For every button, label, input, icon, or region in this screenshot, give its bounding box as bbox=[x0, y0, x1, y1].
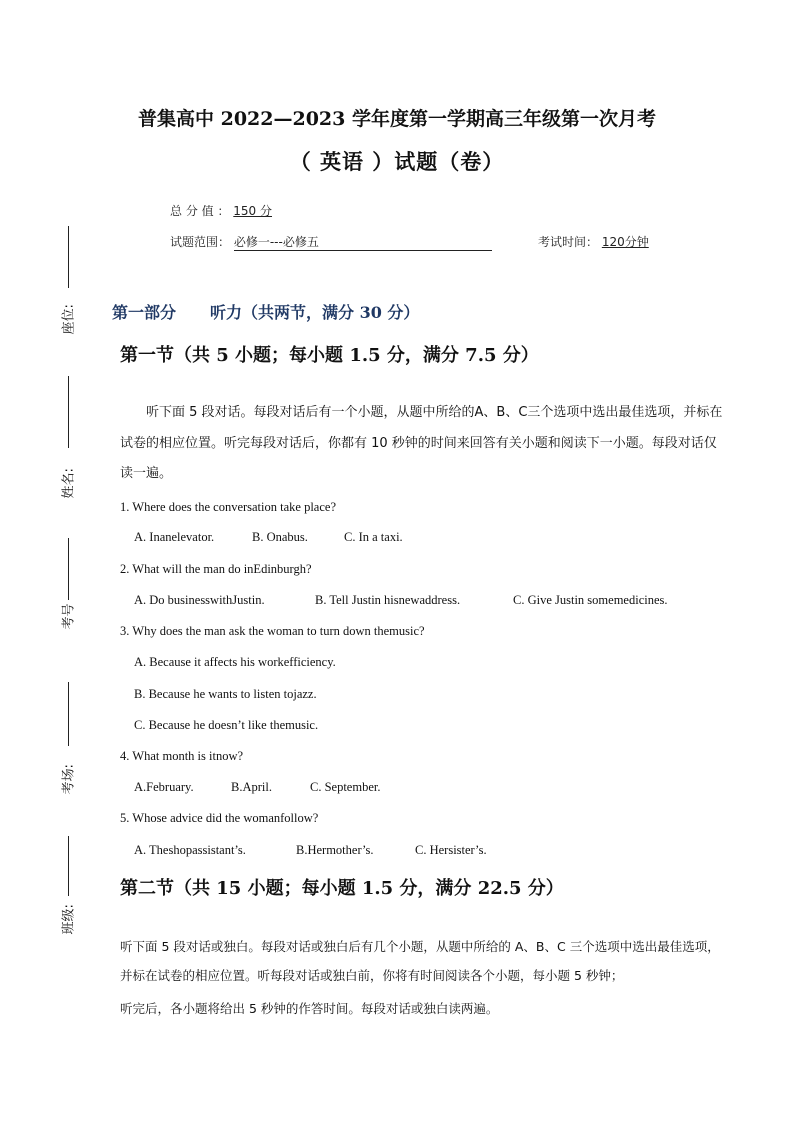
time-value: 120分钟 bbox=[601, 235, 649, 249]
option-a: A. Do businesswithJustin. bbox=[134, 593, 265, 607]
part-one-label: 第一部分 bbox=[112, 303, 177, 322]
binding-label-name: 姓名: bbox=[61, 468, 77, 499]
question-3-option-a: A. Because it affects his workefficiency. bbox=[134, 655, 336, 669]
question-2-options bbox=[134, 593, 668, 608]
section-one-heading: 第一节（共 5 小题；每小题 1.5 分，满分 7.5 分） bbox=[120, 345, 539, 366]
question-3-option-c: C. Because he doesn’t like themusic. bbox=[134, 718, 319, 732]
question-2-stem: 2. What will the man do inEdinburgh? bbox=[120, 562, 312, 576]
option-b: B.Hermother’s. bbox=[296, 843, 374, 857]
option-c: C. Hersister’s. bbox=[415, 843, 487, 857]
binding-label-class: 班级: bbox=[61, 904, 77, 935]
binding-line-class bbox=[68, 836, 69, 896]
question-3-stem: 3. Why does the man ask the woman to turn down themusic? bbox=[120, 624, 425, 638]
question-5-options bbox=[134, 843, 487, 858]
exam-subtitle: （ 英语 ）试题（卷） bbox=[289, 149, 505, 174]
scope-line bbox=[170, 233, 492, 251]
option-b: B. Tell Justin hisnewaddress. bbox=[315, 593, 461, 607]
option-a: A. Theshopassistant’s. bbox=[134, 843, 246, 857]
binding-line-exam-room bbox=[68, 682, 69, 746]
scope-value: 必修一---必修五 bbox=[234, 233, 492, 251]
question-1-options bbox=[134, 530, 403, 545]
question-4-stem: 4. What month is itnow? bbox=[120, 749, 244, 763]
question-4-options bbox=[134, 780, 380, 795]
option-b: B. Onabus. bbox=[252, 530, 308, 544]
time-line bbox=[538, 233, 649, 250]
exam-title: 普集高中 2022—2023 学年度第一学期高三年级第一次月考 bbox=[138, 108, 656, 130]
option-c: C. In a taxi. bbox=[344, 530, 403, 544]
part-one-heading bbox=[112, 300, 419, 323]
section-two-instructions: 听下面 5 段对话或独白。每段对话或独白后有几个小题，从题中所给的 A、B、C 三个选项中选出最佳选项，并标在试卷的相应位置。听每段对话或独白前，你将有时间阅读各个小题，每小题 5 秒钟； bbox=[120, 939, 720, 983]
total-score-label: 总 分 值 ： bbox=[170, 204, 230, 218]
option-a: A. Inanelevator. bbox=[134, 530, 215, 544]
option-a: A.February. bbox=[134, 780, 194, 794]
total-score-line bbox=[170, 202, 272, 219]
section-two-instructions-2: 听完后，各小题将给出 5 秒钟的作答时间。每段对话或独白读两遍。 bbox=[120, 1001, 499, 1016]
section-one-instructions: 听下面 5 段对话。每段对话后有一个小题，从题中所给的A、B、C三个选项中选出最佳选项，并标在试卷的相应位置。听完每段对话后，你都有 10 秒钟的时间来回答有关小题和阅读下一小题。每段对话仅读一遍。 bbox=[120, 405, 723, 481]
question-5-stem: 5. Whose advice did the womanfollow? bbox=[120, 811, 319, 825]
binding-line-exam-number bbox=[68, 538, 69, 600]
option-b: B.April. bbox=[231, 780, 272, 794]
question-1-stem: 1. Where does the conversation take place? bbox=[120, 500, 336, 514]
question-3-option-b: B. Because he wants to listen tojazz. bbox=[134, 687, 317, 701]
option-c: C. September. bbox=[310, 780, 381, 794]
binding-line-seat bbox=[68, 226, 69, 288]
binding-label-exam-room: 考场: bbox=[61, 764, 77, 795]
section-two-heading: 第二节（共 15 小题；每小题 1.5 分，满分 22.5 分） bbox=[120, 878, 564, 899]
binding-line-name bbox=[68, 376, 69, 448]
option-c: C. Give Justin somemedicines. bbox=[513, 593, 668, 607]
total-score-value: 150 分 bbox=[233, 204, 273, 218]
scope-label: 试题范围： bbox=[170, 235, 231, 249]
part-one-title: 听力（共两节，满分 30 分） bbox=[210, 303, 420, 322]
time-label: 考试时间： bbox=[538, 235, 599, 249]
binding-label-exam-number: 考号 bbox=[61, 603, 77, 630]
binding-label-seat: 座位: bbox=[61, 304, 77, 335]
